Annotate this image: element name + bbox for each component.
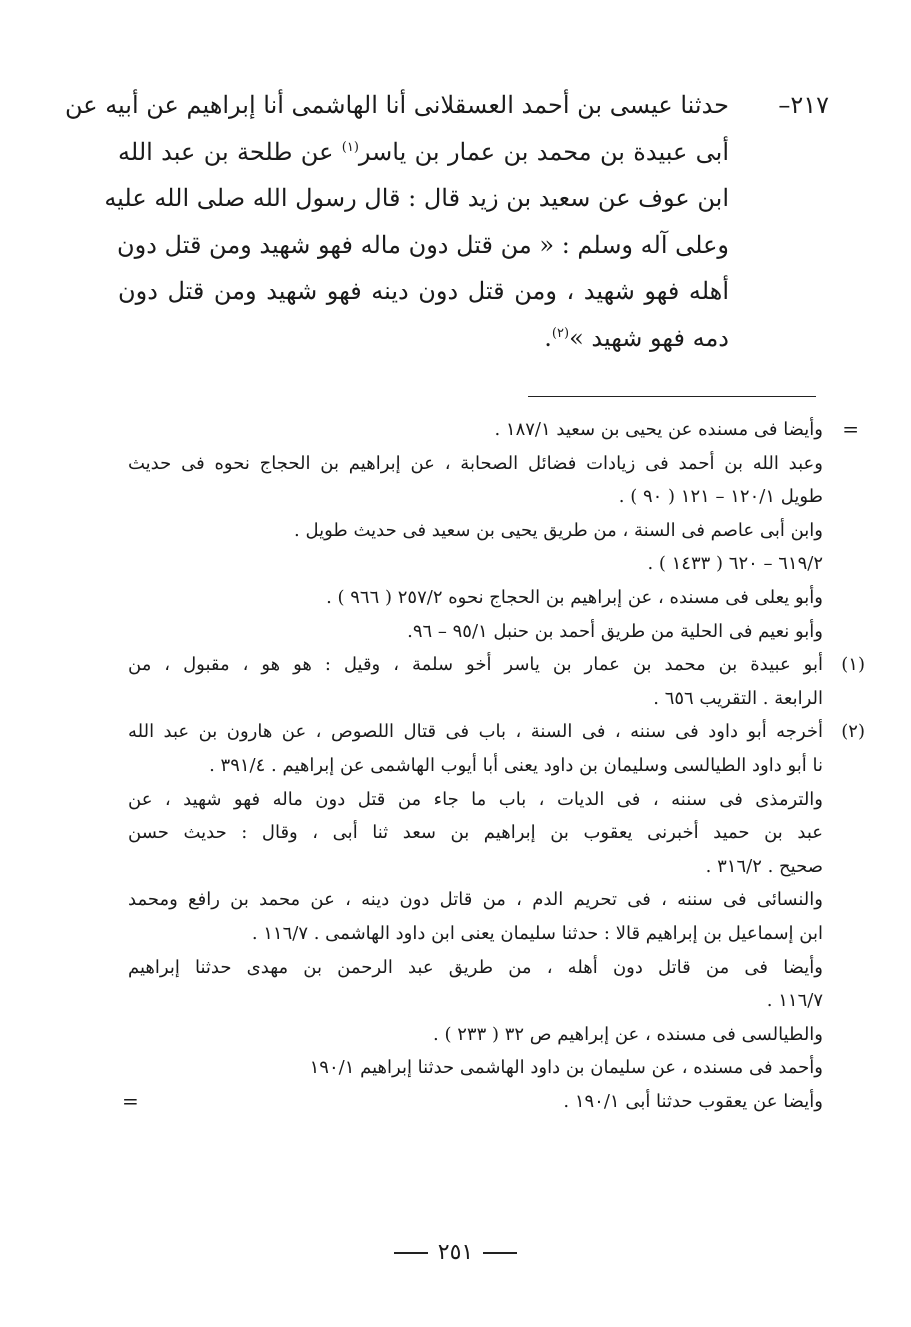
hadith-body	[64, 82, 729, 361]
continuation-mark: =	[122, 1088, 139, 1113]
footnote-2-line: وأيضا فى من قاتل دون أهله ، من طريق عبد الرحمن بن مهدى حدثنا إبراهيم	[128, 956, 823, 978]
footnote-2-marker: (٢)	[841, 721, 865, 743]
footnotes	[122, 413, 865, 1118]
hadith-text: أبى عبيدة بن محمد بن عمار بن ياسر	[358, 137, 729, 166]
hadith-text: عن طلحة بن عبد الله	[118, 137, 334, 166]
footnote-line	[128, 413, 859, 447]
footnote-2-line: عبد بن حميد أخبرنى يعقوب بن إبراهيم بن سعد ثنا أبى ، وقال : حديث حسن	[128, 822, 823, 844]
footnote-line: وابن أبى عاصم فى السنة ، من طريق يحيى بن سعيد فى حديث طويل .	[294, 519, 823, 541]
hadith-number: ٢١٧–	[778, 91, 829, 119]
footnote-2-line: صحيح . ٣١٦/٢ .	[705, 855, 823, 877]
footnote-text: أبو عبيدة بن محمد بن عمار بن ياسر أخو سلمة ، وقيل : هو هو ، مقبول ، من	[128, 654, 823, 676]
hadith-line: حدثنا عيسى بن أحمد العسقلانى أنا الهاشمى أنا إبراهيم عن أبيه عن	[64, 91, 729, 119]
footnote-2-line: والترمذى فى سننه ، فى الديات ، باب ما جاء من قتل دون ماله فهو شهيد ، عن	[128, 788, 823, 810]
page-number	[0, 1240, 911, 1265]
footnote-separator	[528, 396, 816, 397]
footnote-line: وعبد الله بن أحمد فى زيادات فضائل الصحابة ، عن إبراهيم بن الحجاج نحوه فى حديث	[128, 452, 823, 474]
footnote-text: أخرجه أبو داود فى سننه ، فى السنة ، باب فى قتال اللصوص ، عن هارون بن عبد الله	[128, 721, 823, 743]
hadith-line	[118, 315, 729, 362]
footnote-text: وأيضا فى مسنده عن يحيى بن سعيد ١٨٧/١ .	[494, 419, 823, 440]
hadith-line: ابن عوف عن سعيد بن زيد قال : قال رسول الله صلى الله عليه	[104, 184, 729, 212]
footnote-2-line	[122, 1085, 823, 1119]
footnote-2-line: نا أبو داود الطيالسى وسليمان بن داود يعنى أبا أيوب الهاشمى عن إبراهيم . ٣٩١/٤ .	[209, 754, 823, 776]
hadith-line: أهله فهو شهيد ، ومن قتل دون دينه فهو شهيد ومن قتل دون	[118, 277, 729, 305]
hadith-line	[118, 129, 729, 176]
footnote-2-line: ١١٦/٧ .	[766, 990, 823, 1012]
footnote-2-line: ابن إسماعيل بن إبراهيم قالا : حدثنا سليمان يعنى ابن داود الهاشمى . ١١٦/٧ .	[251, 922, 823, 944]
hadith-text: .	[544, 323, 552, 352]
hadith-block	[64, 82, 829, 361]
footnote-line: طويل ١٢٠/١ – ١٢١ ( ٩٠ ) .	[618, 486, 823, 508]
footnote-line: وأبو نعيم فى الحلية من طريق أحمد بن حنبل ٩٥/١ – ٩٦.	[407, 620, 823, 642]
footnote-line: وأبو يعلى فى مسنده ، عن إبراهيم بن الحجاج نحوه ٢٥٧/٢ ( ٩٦٦ ) .	[326, 586, 823, 608]
footnote-2-line: وأحمد فى مسنده ، عن سليمان بن داود الهاشمى حدثنا إبراهيم ١٩٠/١	[309, 1057, 823, 1079]
footnote-line: ٦١٩/٢ – ٦٢٠ ( ١٤٣٣ ) .	[647, 553, 823, 575]
hadith-text: دمه فهو شهيد »	[569, 323, 729, 352]
footnote-2-line: والطيالسى فى مسنده ، عن إبراهيم ص ٣٢ ( ٢٣٣ ) .	[433, 1023, 823, 1045]
footnote-text: وأيضا عن يعقوب حدثنا أبى ١٩٠/١ .	[563, 1090, 823, 1112]
footnote-1-line: الرابعة . التقريب ٦٥٦ .	[653, 687, 823, 709]
footnote-1-line	[128, 648, 865, 682]
footnote-2-line: والنسائى فى سننه ، فى تحريم الدم ، من قاتل دون دينه ، عن محمد بن رافع ومحمد	[128, 889, 823, 911]
page-number-text: ٢٥١	[437, 1240, 474, 1265]
footnote-ref-2: (٢)	[551, 325, 570, 341]
hadith-line: وعلى آله وسلم : « من قتل دون ماله فهو شهيد ومن قتل دون	[117, 230, 729, 259]
footnote-2-line	[128, 715, 865, 749]
footnote-1-marker: (١)	[841, 654, 865, 676]
continuation-mark: =	[842, 417, 859, 441]
footnote-ref-1: (١)	[341, 139, 359, 155]
folio-dash	[394, 1252, 428, 1254]
folio-dash	[483, 1252, 517, 1254]
